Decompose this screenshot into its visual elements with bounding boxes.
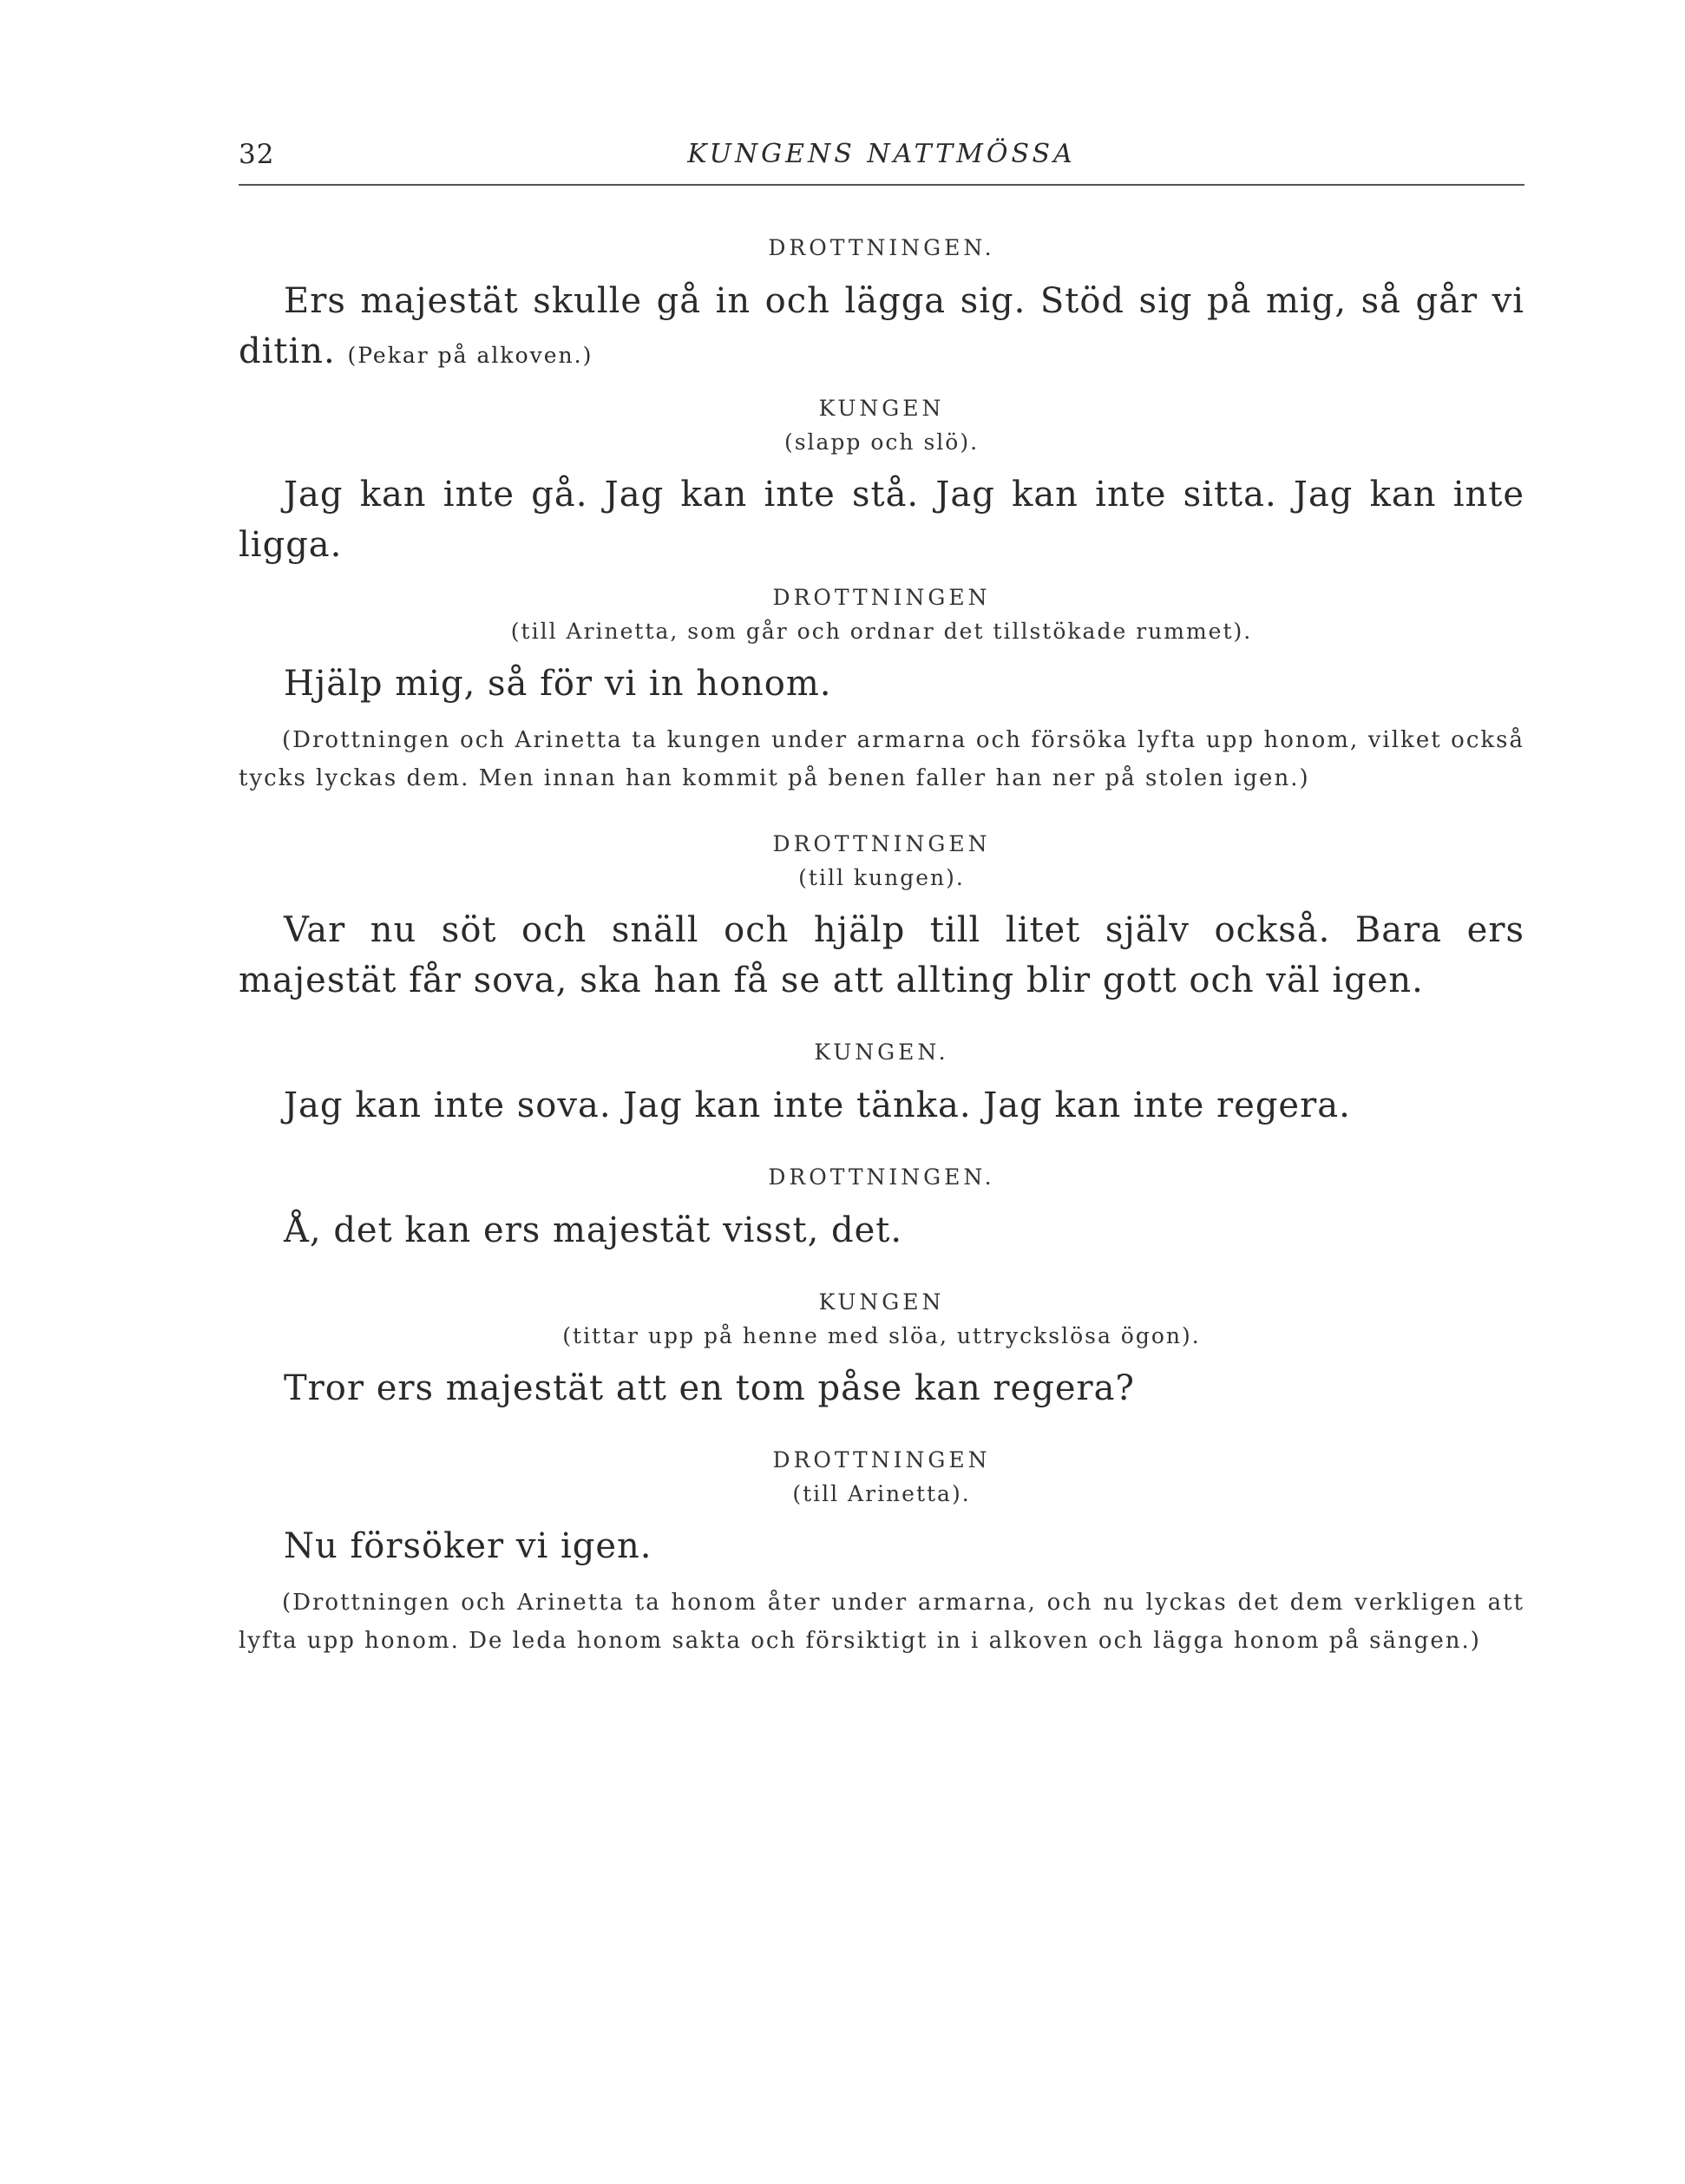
speech-paragraph: Hjälp mig, så för vi in honom. bbox=[284, 664, 832, 704]
speaker-label: DROTTNINGEN. bbox=[768, 235, 995, 260]
speaker-label: KUNGEN bbox=[818, 1289, 945, 1315]
stage-direction: (till kungen). bbox=[798, 865, 965, 890]
action-paragraph: (Drottningen och Arinetta ta honom åter under armarna, och nu lyckas det dem verkligen att lyfta upp honom. De leda honom sakta och försiktigt in i alkoven och lägga honom på sängen.) bbox=[239, 1590, 1524, 1654]
speech-paragraph: Tror ers majestät att en tom påse kan regera? bbox=[284, 1368, 1135, 1408]
speech-paragraph: Å, det kan ers majestät visst, det. bbox=[284, 1210, 903, 1250]
page-header bbox=[239, 130, 1524, 179]
speech-paragraph: Nu försöker vi igen. bbox=[284, 1526, 652, 1566]
stage-direction: (till Arinetta). bbox=[792, 1481, 971, 1506]
speaker-label: DROTTNINGEN. bbox=[768, 1164, 995, 1190]
stage-direction: (tittar upp på henne med slöa, uttryckslösa ögon). bbox=[562, 1323, 1201, 1348]
action-paragraph: (Drottningen och Arinetta ta kungen under armarna och försöka lyfta upp honom, vilket också tycks lyckas dem. Men innan han kommit på benen faller han ner på stolen igen.) bbox=[239, 727, 1524, 791]
page-number: 32 bbox=[239, 139, 275, 170]
speech-paragraph: Jag kan inte gå. Jag kan inte stå. Jag kan inte sitta. Jag kan inte ligga. bbox=[239, 475, 1524, 565]
speech-paragraph: Var nu söt och snäll och hjälp till litet själv också. Bara ers majestät får sova, ska han få se att allting blir gott och väl igen. bbox=[239, 910, 1524, 1000]
play-text bbox=[239, 231, 1524, 1689]
header-rule bbox=[239, 184, 1524, 186]
speaker-label: DROTTNINGEN bbox=[772, 585, 991, 610]
stage-direction: (till Arinetta, som går och ordnar det tillstökade rummet). bbox=[510, 619, 1253, 644]
speech-text: Ers majestät skulle gå in och lägga sig. Stöd sig på mig, så går vi ditin. bbox=[239, 281, 1524, 371]
inline-stage-direction: (Pekar på alkoven.) bbox=[347, 343, 593, 368]
speaker-label: DROTTNINGEN bbox=[772, 831, 991, 856]
speaker-label: KUNGEN. bbox=[814, 1040, 949, 1065]
speech-paragraph: Jag kan inte sova. Jag kan inte tänka. Jag kan inte regera. bbox=[284, 1085, 1351, 1125]
stage-direction: (slapp och slö). bbox=[783, 430, 980, 455]
speech-paragraph bbox=[239, 276, 1524, 381]
speaker-label: DROTTNINGEN bbox=[772, 1447, 991, 1472]
speaker-label: KUNGEN bbox=[818, 396, 945, 421]
running-title: KUNGENS NATTMÖSSA bbox=[687, 139, 1076, 169]
